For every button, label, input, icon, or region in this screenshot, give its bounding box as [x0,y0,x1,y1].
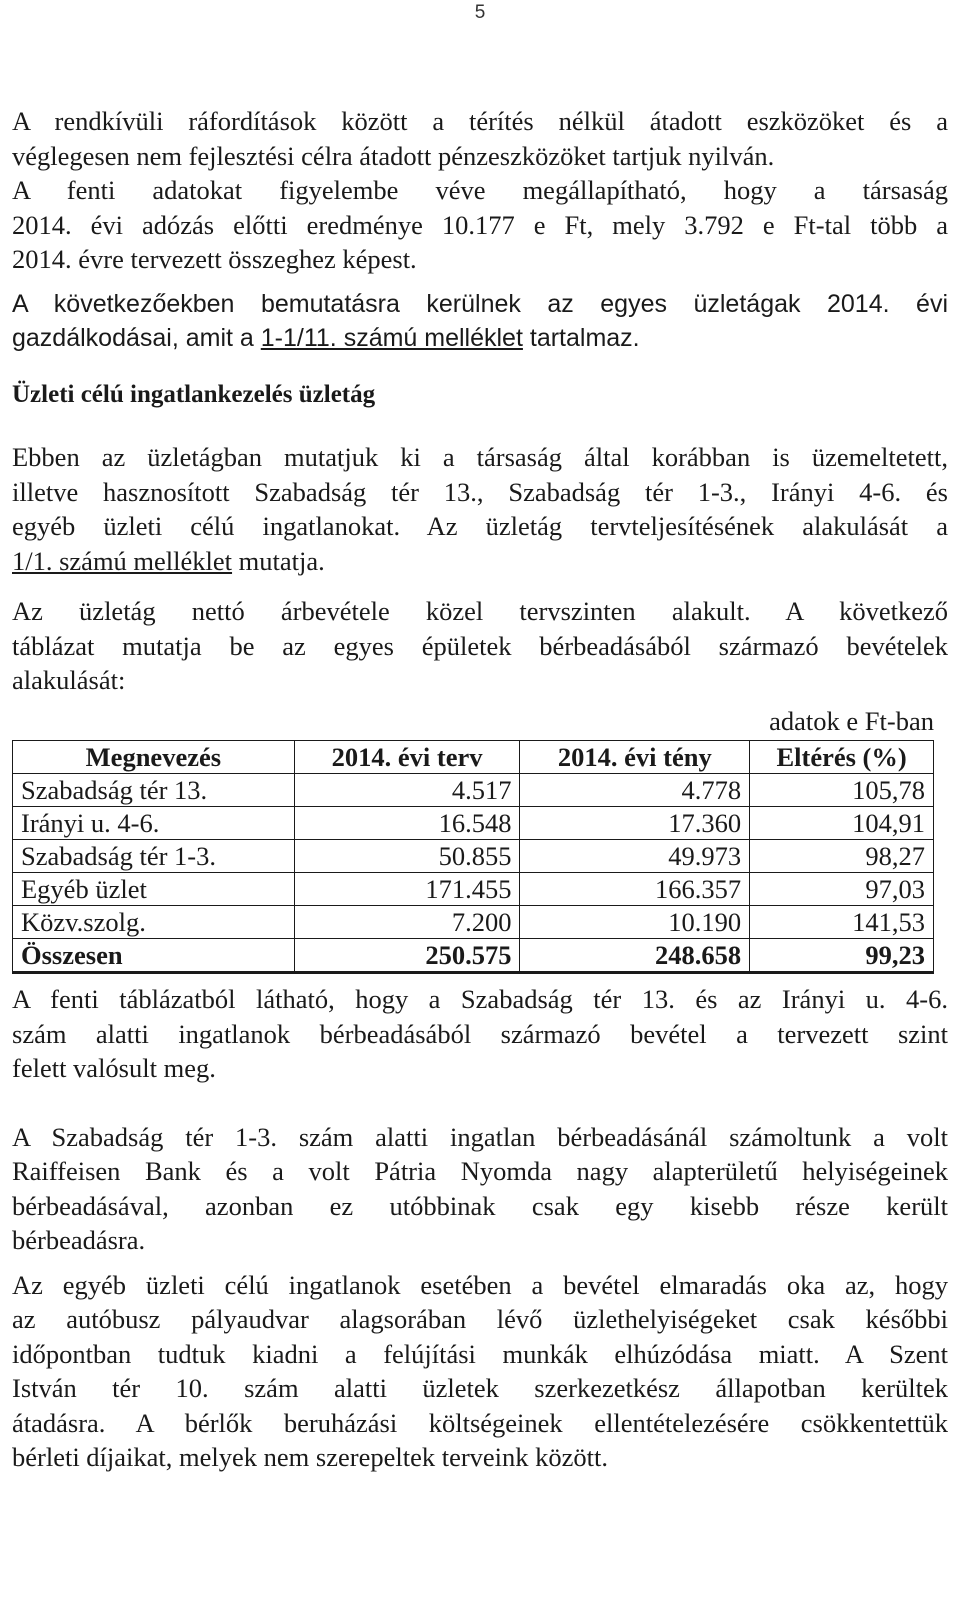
text-line: A következőekben bemutatásra kerülnek az egyes üzletágak 2014. évi [12,289,948,318]
paragraph-table-conclusion [12,982,948,1086]
text-line: Ebben az üzletágban mutatjuk ki a társaság által korábban is üzemeltetett, [12,442,948,472]
table-cell: 97,03 [750,873,934,906]
text-line: A fenti adatokat figyelembe véve megállapítható, hogy a társaság [12,175,948,205]
column-header: Eltérés (%) [750,741,934,774]
table-cell: 98,27 [750,840,934,873]
text-line: szám alatti ingatlanok bérbeadásából származó bevétel a tervezett szint [12,1018,948,1049]
annex-reference-link: 1/1. számú melléklet [12,545,233,576]
annex-reference-link: 1-1/11. számú melléklet [260,324,523,352]
text-line: időpontban tudtuk kiadni a felújítási munkák elhúzódása miatt. A Szent [12,1338,948,1369]
table-row [13,807,934,840]
column-header: Megnevezés [13,741,295,774]
text-fragment: gazdálkodásai, amit a [12,324,261,352]
paragraph-business-lines-intro [12,287,948,356]
text-line: felett valósult meg. [12,1053,216,1083]
table-cell: 50.855 [294,840,520,873]
section-heading: Üzleti célú ingatlankezelés üzletág [12,380,376,408]
table-cell: 171.455 [294,873,520,906]
table-cell: Összesen [13,939,295,973]
table-cell: 16.548 [294,807,520,840]
table-cell: 250.575 [294,939,520,973]
text-line: alakulását: [12,665,126,695]
text-line: az autóbusz pályaudvar alagsorában lévő üzlethelyiségeket csak későbbi [12,1304,948,1334]
text-line: illetve hasznosított Szabadság tér 13., Szabadság tér 1-3., Irányi 4-6. és [12,476,948,507]
text-line [12,321,948,356]
table-cell: Egyéb üzlet [13,873,295,906]
table-cell: 10.190 [520,906,750,939]
text-line: véglegesen nem fejlesztési célra átadott pénzeszközöket tartjuk nyilván. [12,140,775,171]
table-row [13,774,934,807]
text-line: átadásra. A bérlők beruházási költségeinek ellentételezésére csökkentettük [12,1407,948,1438]
text-line: A rendkívüli ráfordítások között a térítés nélkül átadott eszközöket és a [12,106,948,136]
revenue-table [12,740,934,974]
text-line: Az egyéb üzleti célú ingatlanok esetében a bevétel elmaradás oka az, hogy [12,1269,948,1300]
text-line: 2014. évi adózás előtti eredménye 10.177 e Ft, mely 3.792 e Ft-tal több a [12,209,948,240]
table-cell: 49.973 [520,840,750,873]
text-line: A fenti táblázatból látható, hogy a Szabadság tér 13. és az Irányi u. 4-6. [12,984,948,1014]
text-line: A Szabadság tér 1-3. szám alatti ingatlan bérbeadásánál számoltunk a volt [12,1121,948,1152]
paragraph-section-description [12,440,948,578]
table-cell: Irányi u. 4-6. [13,807,295,840]
text-line: Raiffeisen Bank és a volt Pátria Nyomda nagy alapterületű helyiségeinek [12,1156,948,1186]
text-line: bérbeadásra. [12,1225,146,1255]
paragraph-revenue-intro [12,594,948,698]
text-line: Az üzletág nettó árbevétele közel tervszinten alakult. A következő [12,596,948,626]
table-cell: 7.200 [294,906,520,939]
text-line: egyéb üzleti célú ingatlanokat. Az üzletág tervteljesítésének alakulását a [12,511,948,541]
table-cell: 166.357 [520,873,750,906]
table-row [13,906,934,939]
table-cell: 105,78 [750,774,934,807]
table-cell: 4.517 [294,774,520,807]
table-cell: 99,23 [750,939,934,973]
text-fragment: mutatja. [232,545,325,576]
table-cell: Szabadság tér 1-3. [13,840,295,873]
text-line [12,544,948,579]
column-header: 2014. évi terv [294,741,520,774]
table-row [13,873,934,906]
paragraph-extraordinary-expenses [12,104,948,173]
table-cell: 4.778 [520,774,750,807]
text-line: bérleti díjaikat, melyek nem szerepeltek terveink között. [12,1442,609,1472]
table-cell: 248.658 [520,939,750,973]
document-body [12,104,948,1475]
column-header: 2014. évi tény [520,741,750,774]
paragraph-pretax-result [12,173,948,277]
table-header-row [13,741,934,774]
unit-note: adatok e Ft-ban [769,705,934,736]
text-line: 2014. évre tervezett összeghez képest. [12,244,417,274]
table-cell: 17.360 [520,807,750,840]
text-fragment: tartalmaz. [522,324,640,352]
page-number: 5 [474,2,486,23]
table-cell: Közv.szolg. [13,906,295,939]
text-line: táblázat mutatja be az egyes épületek bérbeadásából származó bevételek [12,630,948,661]
table-row [13,840,934,873]
paragraph-other-properties [12,1268,948,1475]
table-cell: Szabadság tér 13. [13,774,295,807]
text-line: István tér 10. szám alatti üzletek szerkezetkész állapotban kerültek [12,1373,948,1403]
paragraph-szabadsag-ter [12,1120,948,1258]
table-cell: 141,53 [750,906,934,939]
table-total-row [13,939,934,973]
table-cell: 104,91 [750,807,934,840]
text-line: bérbeadásával, azonban ez utóbbinak csak egy kisebb része került [12,1190,948,1221]
